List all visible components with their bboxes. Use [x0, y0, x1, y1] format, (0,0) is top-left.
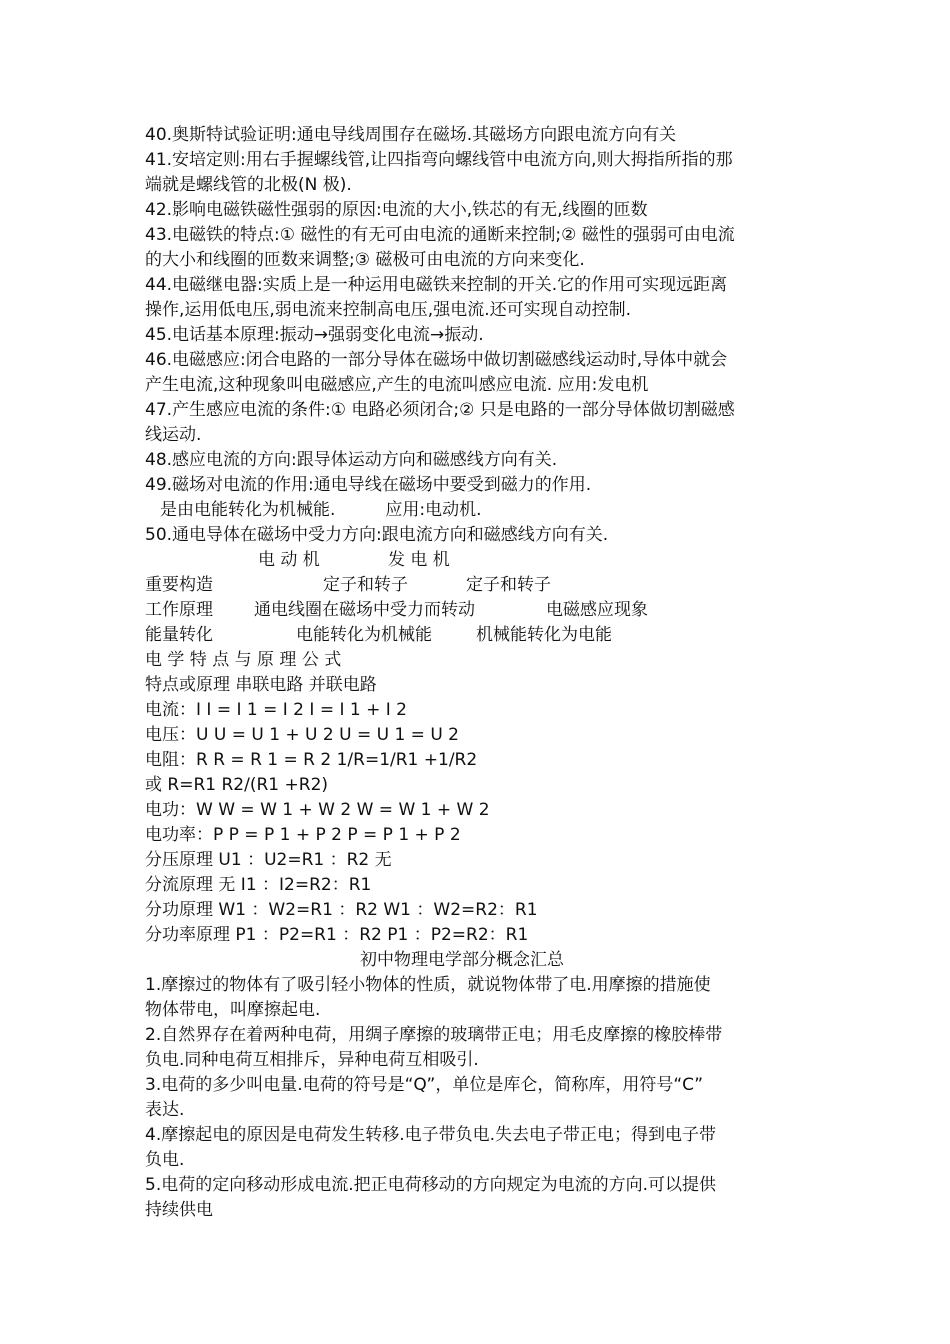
summary-item-3-line2: 表达. [145, 1100, 185, 1120]
item-48: 48.感应电流的方向:跟导体运动方向和磁感线方向有关. [145, 450, 558, 470]
item-44-line1: 44.电磁继电器:实质上是一种运用电磁铁来控制的开关.它的作用可实现远距离 [145, 275, 728, 295]
circuit-row-resistance-alt: 或 R=R1 R2/(R1 +R2) [145, 775, 329, 795]
table-row-energy-label: 能量转化 [145, 625, 213, 645]
table-row-principle-motor: 通电线圈在磁场中受力而转动 [254, 600, 475, 620]
item-49-application: 应用:电动机. [385, 500, 482, 520]
circuit-row-work: 电功：W W = W 1 + W 2 W = W 1 + W 2 [145, 800, 490, 820]
summary-title: 初中物理电学部分概念汇总 [360, 950, 564, 970]
summary-item-2-line2: 负电.同种电荷互相排斥，异种电荷互相吸引. [145, 1050, 479, 1070]
item-46-line1: 46.电磁感应:闭合电路的一部分导体在磁场中做切割磁感线运动时,导体中就会 [145, 350, 728, 370]
circuit-title: 电 学 特 点 与 原 理 公 式 [145, 650, 342, 670]
summary-item-1-line1: 1.摩擦过的物体有了吸引轻小物体的性质，就说物体带了电.用摩擦的措施使 [145, 975, 711, 995]
item-41-line2: 端就是螺线管的北极(N 极). [145, 175, 352, 195]
item-44-line2: 操作,运用低电压,弱电流来控制高电压,强电流.还可实现自动控制. [145, 300, 632, 320]
circuit-row-voltage: 电压：U U = U 1 + U 2 U = U 1 = U 2 [145, 725, 459, 745]
summary-item-3-line1: 3.电荷的多少叫电量.电荷的符号是“Q”，单位是库仑，简称库，用符号“C” [145, 1075, 704, 1095]
table-row-structure-label: 重要构造 [145, 575, 213, 595]
circuit-row-work-divider: 分功原理 W1 ：W2=R1 ：R2 W1 ：W2=R2：R1 [145, 900, 538, 920]
summary-item-5-line2: 持续供电 [145, 1200, 213, 1220]
summary-item-5-line1: 5.电荷的定向移动形成电流.把正电荷移动的方向规定为电流的方向.可以提供 [145, 1175, 717, 1195]
item-45: 45.电话基本原理:振动→强弱变化电流→振动. [145, 325, 484, 345]
table-row-principle-generator: 电磁感应现象 [546, 600, 648, 620]
item-49-energy: 是由电能转化为机械能. [160, 500, 336, 520]
table-row-structure-motor: 定子和转子 [323, 575, 408, 595]
item-43-line2: 的大小和线圈的匝数来调整;③ 磁极可由电流的方向来变化. [145, 250, 585, 270]
table-row-principle-label: 工作原理 [145, 600, 213, 620]
circuit-header: 特点或原理 串联电路 并联电路 [145, 675, 377, 695]
circuit-row-power: 电功率：P P = P 1 + P 2 P = P 1 + P 2 [145, 825, 461, 845]
item-41-line1: 41.安培定则:用右手握螺线管,让四指弯向螺线管中电流方向,则大拇指所指的那 [145, 150, 733, 170]
item-40: 40.奥斯特试验证明:通电导线周围存在磁场.其磁场方向跟电流方向有关 [145, 125, 677, 145]
item-47-line1: 47.产生感应电流的条件:① 电路必须闭合;② 只是电路的一部分导体做切割磁感 [145, 400, 735, 420]
item-46-line2: 产生电流,这种现象叫电磁感应,产生的电流叫感应电流. 应用:发电机 [145, 375, 649, 395]
circuit-row-voltage-divider: 分压原理 U1 ：U2=R1 ：R2 无 [145, 850, 392, 870]
item-47-line2: 线运动. [145, 425, 202, 445]
table-row-structure-generator: 定子和转子 [466, 575, 551, 595]
item-50: 50.通电导体在磁场中受力方向:跟电流方向和磁感线方向有关. [145, 525, 609, 545]
summary-item-4-line1: 4.摩擦起电的原因是电荷发生转移.电子带负电.失去电子带正电；得到电子带 [145, 1125, 717, 1145]
circuit-row-power-divider: 分功率原理 P1 ：P2=R1 ：R2 P1 ：P2=R2：R1 [145, 925, 529, 945]
table-row-energy-generator: 机械能转化为电能 [476, 625, 612, 645]
summary-item-1-line2: 物体带电，叫摩擦起电. [145, 1000, 321, 1020]
summary-item-2-line1: 2.自然界存在着两种电荷，用绸子摩擦的玻璃带正电；用毛皮摩擦的橡胶棒带 [145, 1025, 723, 1045]
item-49-line2 [160, 498, 482, 523]
item-42: 42.影响电磁铁磁性强弱的原因:电流的大小,铁芯的有无,线圈的匝数 [145, 200, 648, 220]
table-head-motor: 电 动 机 [258, 550, 320, 570]
table-head-generator: 发 电 机 [388, 550, 450, 570]
summary-item-4-line2: 负电. [145, 1150, 185, 1170]
circuit-row-current-divider: 分流原理 无 I1 ：I2=R2：R1 [145, 875, 372, 895]
item-43-line1: 43.电磁铁的特点:① 磁性的有无可由电流的通断来控制;② 磁性的强弱可由电流 [145, 225, 735, 245]
circuit-row-current: 电流：I I = I 1 = I 2 I = I 1 + I 2 [145, 700, 407, 720]
item-49-line1: 49.磁场对电流的作用:通电导线在磁场中要受到磁力的作用. [145, 475, 592, 495]
table-row-energy-motor: 电能转化为机械能 [296, 625, 432, 645]
circuit-row-resistance: 电阻：R R = R 1 = R 2 1/R=1/R1 +1/R2 [145, 750, 478, 770]
